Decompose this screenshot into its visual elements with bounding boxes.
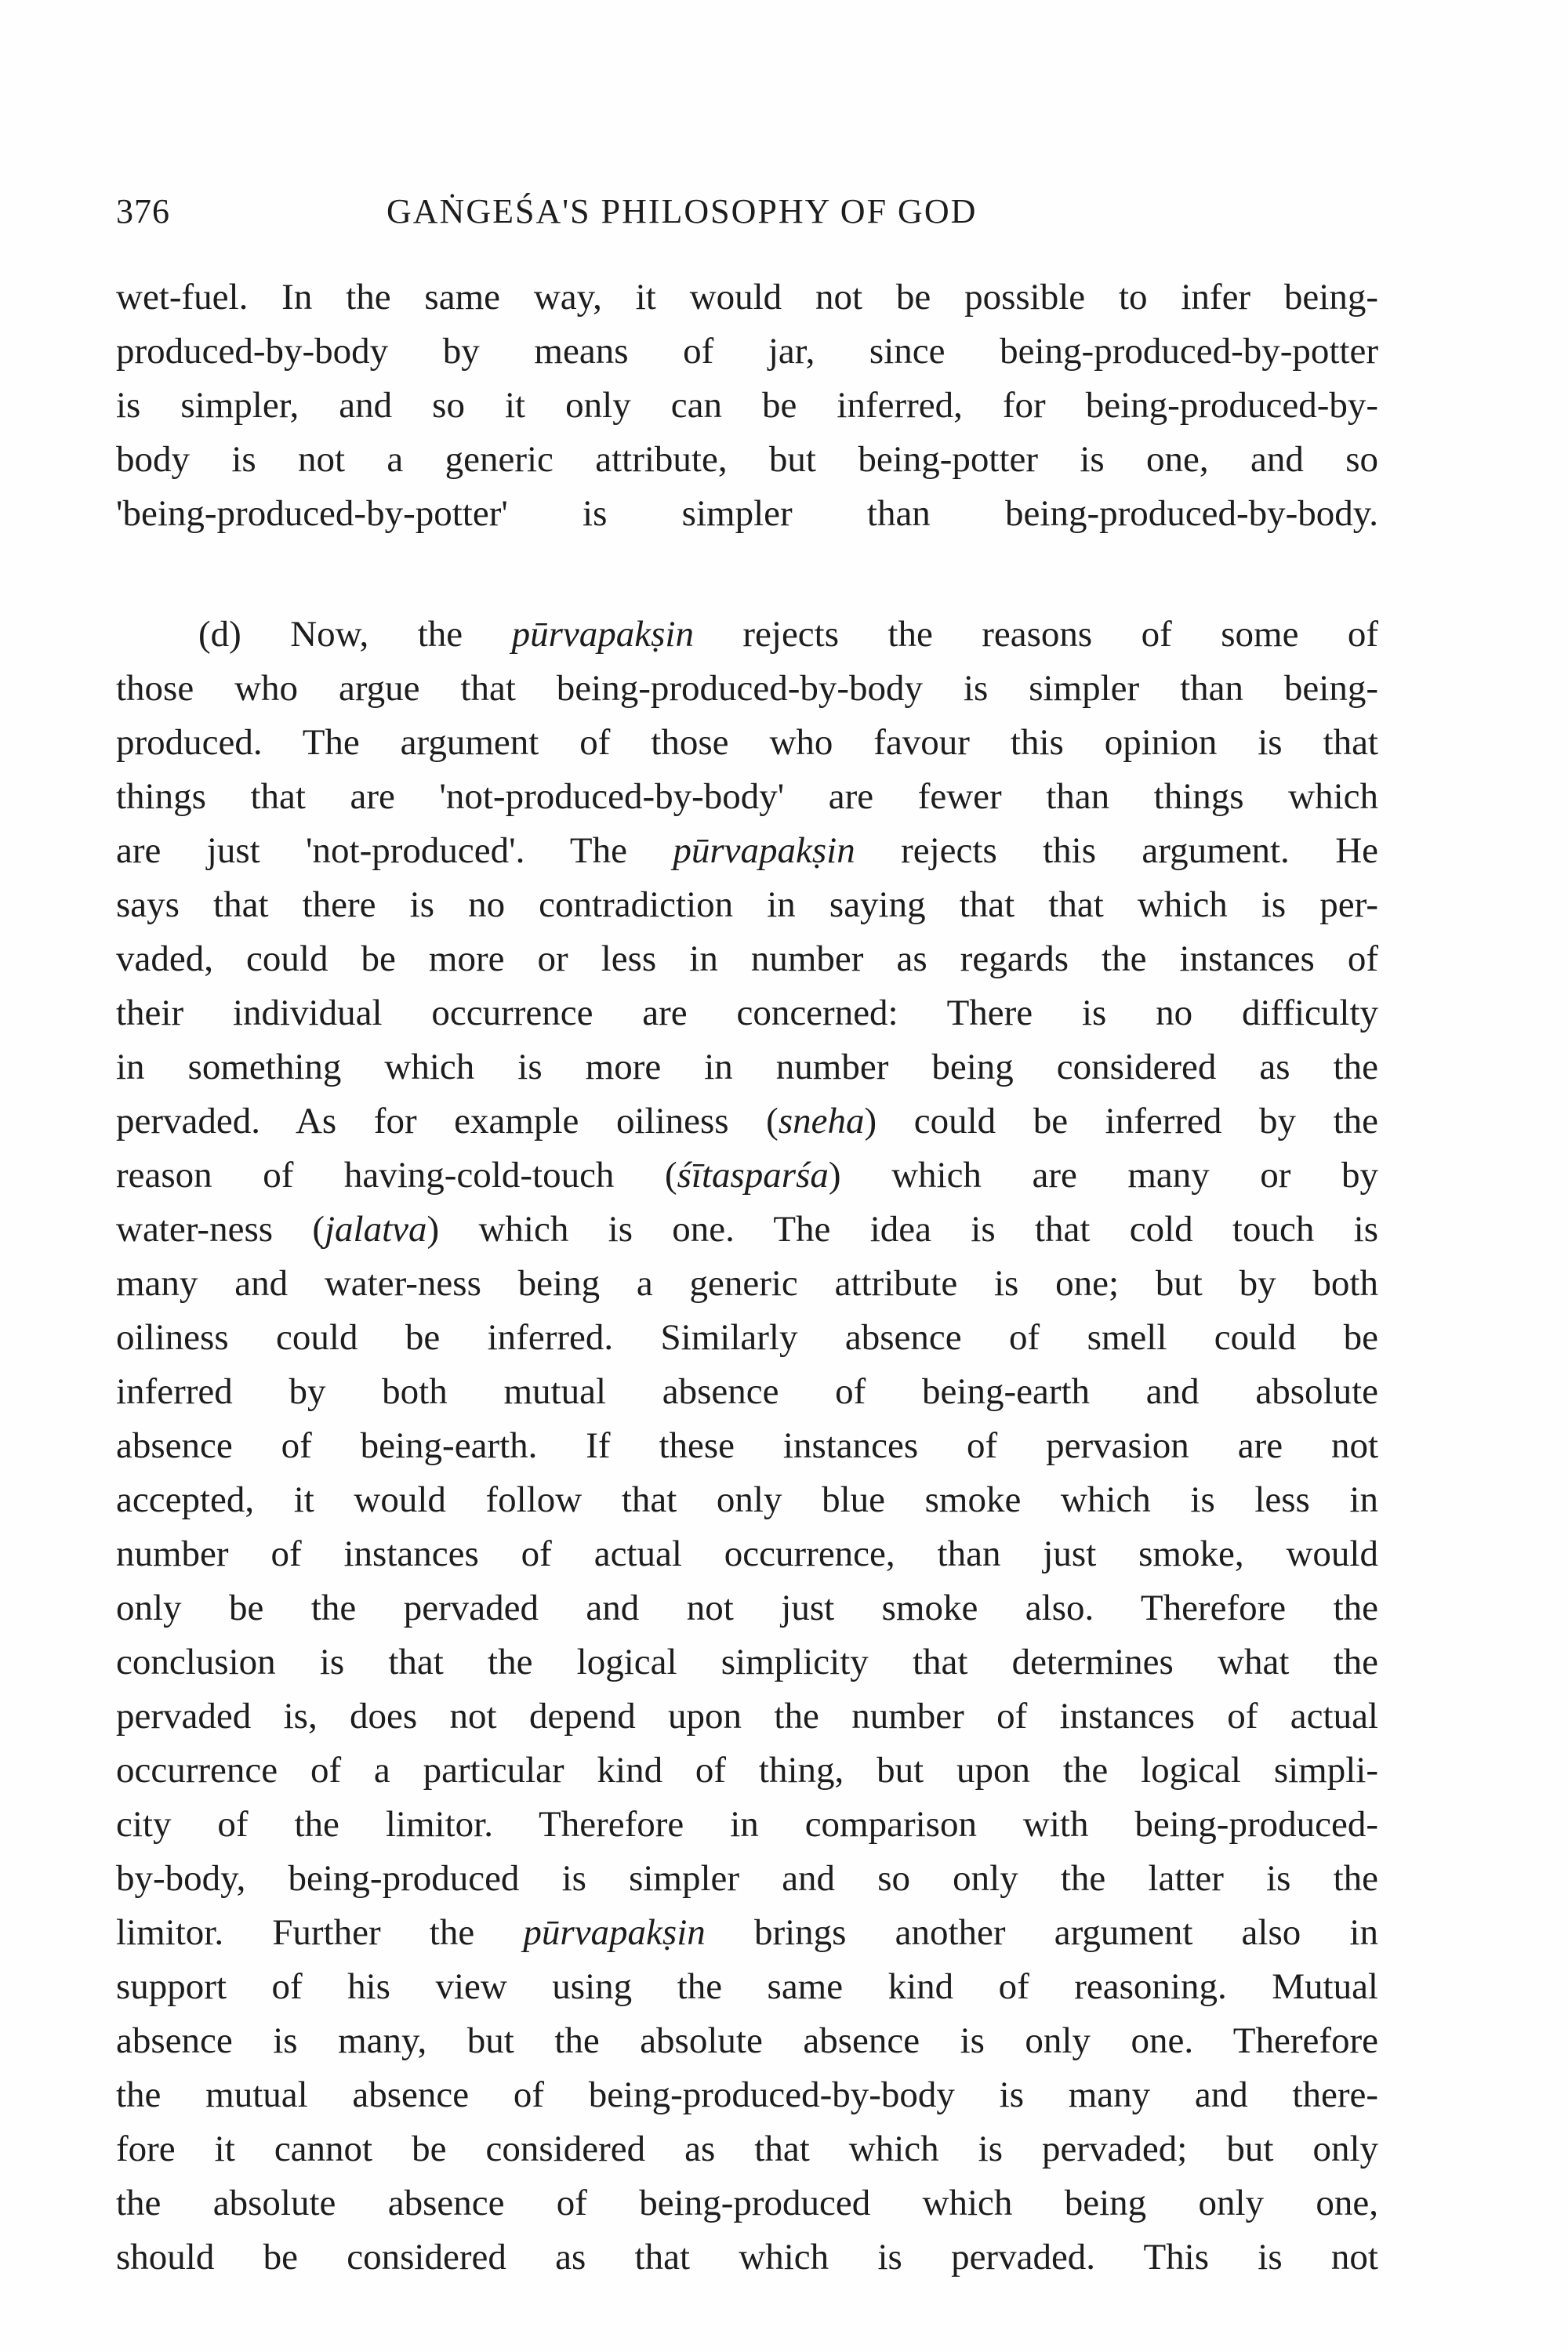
italic-term: śītasparśa [677,1155,829,1196]
text-segment: ) which are many or by [828,1155,1378,1196]
text-line [116,824,1378,878]
book-title: GAṄGEŚA'S PHILOSOPHY OF GOD [387,192,978,230]
text-segment: the absolute absence of being-produced which being only one, [116,2183,1378,2223]
text-segment: inferred by both mutual absence of being-earth and absolute [116,1371,1378,1412]
text-segment: number of instances of actual occurrence, than just smoke, would [116,1534,1378,1574]
text-line [116,1690,1378,1744]
paragraph-section-d [116,608,1378,2285]
text-line [116,1365,1378,1419]
text-segment: only be the pervaded and not just smoke also. Therefore the [116,1588,1378,1628]
text-segment: ) could be inferred by the [864,1101,1378,1142]
text-line [116,608,1378,662]
text-line [116,1473,1378,1527]
text-segment: absence of being-earth. If these instances of pervasion are not [116,1425,1378,1466]
text-segment: conclusion is that the logical simplicity that determines what the [116,1642,1378,1682]
italic-term: pūrvapakṣin [511,614,694,655]
text-segment: those who argue that being-produced-by-body is simpler than being- [116,668,1378,709]
text-line: body is not a generic attribute, but being-potter is one, and so [116,439,1378,480]
italic-term: jalatva [324,1209,427,1250]
text-line [116,2014,1378,2068]
text-line [116,1149,1378,1203]
text-line: is simpler, and so it only can be inferred, for being-produced-by- [116,385,1378,426]
text-line [116,1203,1378,1257]
text-line [116,1040,1378,1094]
text-line [116,716,1378,770]
text-segment: their individual occurrence are concerned: There is no difficulty [116,993,1378,1033]
text-segment: in something which is more in number being considered as the [116,1047,1378,1087]
text-segment: ) which is one. The idea is that cold touch is [426,1209,1378,1250]
text-segment: brings another argument also in [705,1912,1378,1953]
page-number: 376 [116,192,170,230]
italic-term: pūrvapakṣin [523,1912,706,1953]
text-segment: support of his view using the same kind of reasoning. Mutual [116,1966,1378,2007]
text-line [116,1635,1378,1690]
text-segment: fore it cannot be considered as that which is pervaded; but only [116,2129,1378,2169]
italic-term: pūrvapakṣin [673,830,855,871]
text-segment: accepted, it would follow that only blue smoke which is less in [116,1479,1378,1520]
text-segment: water-ness ( [116,1209,325,1250]
text-line [116,986,1378,1040]
text-line [116,1311,1378,1365]
text-line [116,878,1378,932]
text-line [116,2230,1378,2285]
text-segment: are just 'not-produced'. The [116,830,673,871]
running-head [116,184,1378,239]
text-line [116,932,1378,986]
text-segment: rejects the reasons of some of [693,614,1378,655]
text-segment: pervaded is, does not depend upon the number of instances of actual [116,1696,1378,1737]
text-segment: pervaded. As for example oiliness ( [116,1101,779,1142]
text-line [116,1581,1378,1635]
text-line [116,1798,1378,1852]
text-line [116,1257,1378,1311]
text-segment: by-body, being-produced is simpler and so only the latter is the [116,1858,1378,1899]
text-line [116,1094,1378,1149]
text-line [116,1527,1378,1581]
text-segment: the mutual absence of being-produced-by-body is many and there- [116,2074,1378,2115]
text-line [116,1744,1378,1798]
text-line: wet-fuel. In the same way, it would not be possible to infer being- [116,277,1378,318]
text-line [116,2176,1378,2230]
text-line: 'being-produced-by-potter' is simpler than being-produced-by-body. [116,493,1378,534]
text-line [116,662,1378,716]
text-segment: rejects this argument. He [855,830,1378,871]
text-segment: absence is many, but the absolute absence is only one. Therefore [116,2020,1378,2061]
text-segment: says that there is no contradiction in saying that that which is per- [116,884,1378,925]
text-line [116,770,1378,824]
text-line: produced-by-body by means of jar, since being-produced-by-potter [116,331,1378,372]
text-line [116,1960,1378,2014]
text-line [116,2068,1378,2122]
text-segment: should be considered as that which is pervaded. This is not [116,2237,1378,2278]
text-segment: reason of having-cold-touch ( [116,1155,677,1196]
text-segment: occurrence of a particular kind of thing, but upon the logical simpli- [116,1750,1378,1791]
paragraph-continuation [116,270,1378,541]
text-segment: (d) Now, the [198,614,512,655]
text-line [116,1906,1378,1960]
text-line [116,1852,1378,1906]
text-segment: oiliness could be inferred. Similarly absence of smell could be [116,1317,1378,1358]
text-segment: things that are 'not-produced-by-body' are fewer than things which [116,776,1378,817]
text-segment: produced. The argument of those who favour this opinion is that [116,722,1378,763]
text-segment: many and water-ness being a generic attribute is one; but by both [116,1263,1378,1304]
text-segment: city of the limitor. Therefore in comparison with being-produced- [116,1804,1378,1845]
text-segment: limitor. Further the [116,1912,524,1953]
italic-term: sneha [778,1101,865,1142]
text-line [116,1419,1378,1473]
text-line [116,2122,1378,2176]
text-segment: vaded, could be more or less in number as regards the instances of [116,938,1378,979]
